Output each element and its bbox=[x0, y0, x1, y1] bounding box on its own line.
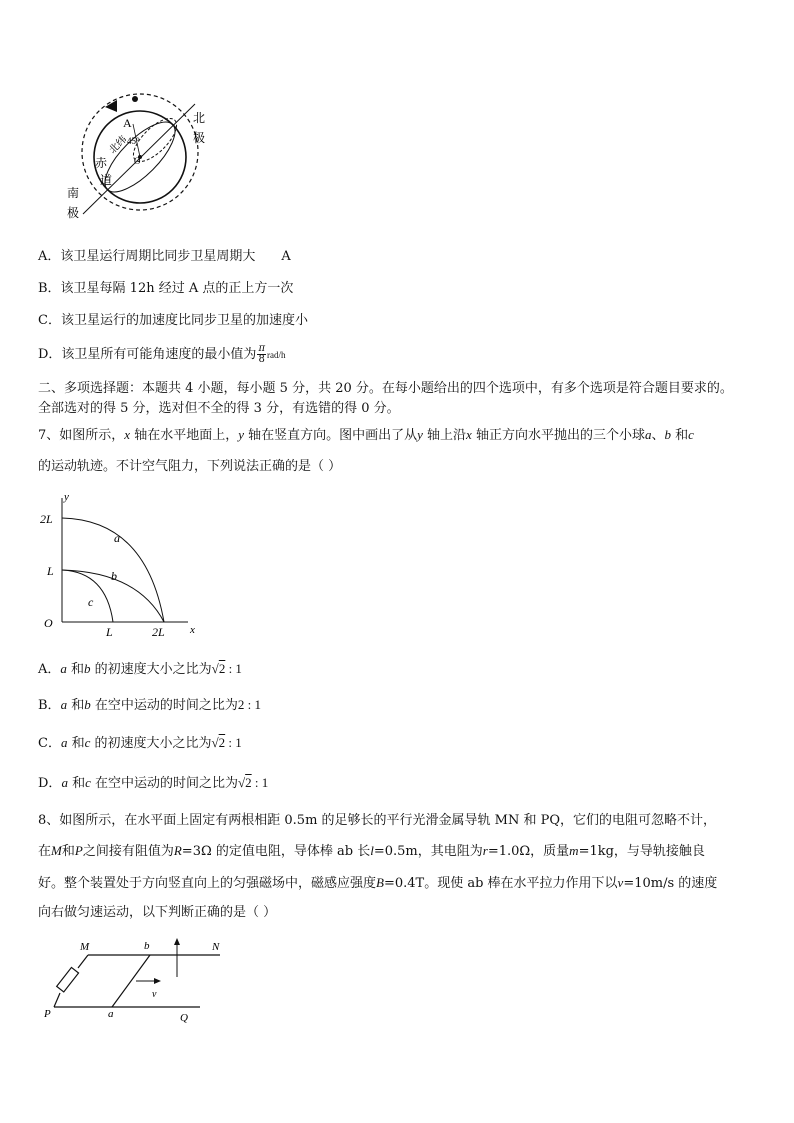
q7-option-a: A．a 和b 的初速度大小之比为√2 : 1 bbox=[38, 661, 242, 677]
curve-a-label: a bbox=[114, 531, 120, 545]
section2-line2: 全部选对的得 5 分，选对但不全的得 3 分，有选错的得 0 分。 bbox=[38, 401, 400, 416]
svg-text:b: b bbox=[144, 940, 150, 952]
trajectory-figure bbox=[38, 490, 208, 640]
q7-stem-line2: 的运动轨迹。不计空气阻力，下列说法正确的是（ ） bbox=[38, 459, 342, 474]
q8-stem-line4: 向右做匀速运动，以下判断正确的是（ ） bbox=[38, 905, 277, 920]
x-axis-label: x bbox=[190, 624, 195, 636]
y-axis-label: y bbox=[64, 491, 69, 503]
svg-text:极: 极 bbox=[193, 131, 206, 145]
q6-option-a: A．该卫星运行周期比同步卫星周期大 A bbox=[38, 249, 291, 264]
svg-text:极: 极 bbox=[67, 206, 80, 220]
curve-b-label: b bbox=[111, 569, 117, 583]
tick-2l-y: 2L bbox=[40, 512, 53, 526]
tick-l-y: L bbox=[47, 564, 54, 578]
origin-label: O bbox=[44, 616, 53, 630]
tick-2l-x: 2L bbox=[152, 625, 165, 639]
svg-text:M: M bbox=[80, 941, 90, 953]
q6-option-c: C．该卫星运行的加速度比同步卫星的加速度小 bbox=[38, 313, 308, 328]
svg-text:Q: Q bbox=[180, 1012, 188, 1024]
curve-c-label: c bbox=[88, 595, 94, 609]
rail-circuit-figure bbox=[40, 935, 240, 1025]
resistor bbox=[57, 967, 79, 991]
svg-text:P: P bbox=[44, 1008, 51, 1020]
q6-option-b: B．该卫星每隔 12h 经过 A 点的正上方一次 bbox=[38, 281, 294, 296]
q7-stem-line1: 7、如图所示，x 轴在水平地面上，y 轴在竖直方向。图中画出了从y 轴上沿x 轴正方向水平抛出的三个小球a、b 和c bbox=[38, 427, 694, 443]
svg-text:赤: 赤 bbox=[95, 156, 108, 170]
svg-text:北纬: 北纬 bbox=[107, 134, 130, 157]
q8-stem-line1: 8、如图所示，在水平面上固定有两根相距 0.5m 的足够长的平行光滑金属导轨 MN 和 PQ，它们的电阻可忽略不计， bbox=[38, 813, 717, 828]
section2-line1: 二、多项选择题：本题共 4 小题，每小题 5 分，共 20 分。在每小题给出的四个选项中，有多个选项是符合题目要求的。 bbox=[38, 381, 733, 396]
q7-option-b: B．a 和b 在空中运动的时间之比为2 : 1 bbox=[38, 697, 261, 713]
svg-text:45°: 45° bbox=[127, 136, 140, 146]
svg-text:N: N bbox=[212, 941, 220, 953]
q7-option-c: C．a 和c 的初速度大小之比为√2 : 1 bbox=[38, 735, 242, 751]
q7-option-d: D．a 和c 在空中运动的时间之比为√2 : 1 bbox=[38, 775, 269, 791]
tick-l-x: L bbox=[106, 625, 113, 639]
svg-text:v: v bbox=[152, 989, 157, 1000]
svg-text:O: O bbox=[134, 156, 141, 166]
svg-text:a: a bbox=[108, 1008, 114, 1020]
q8-stem-line2: 在M和P之间接有阻值为R=3Ω 的定值电阻，导体棒 ab 长l=0.5m，其电阻为r=1.0Ω，质量m=1kg，与导轨接触良 bbox=[38, 843, 705, 859]
svg-text:南: 南 bbox=[67, 186, 80, 200]
q8-stem-line3: 好。整个装置处于方向竖直向上的匀强磁场中，磁感应强度B=0.4T。现使 ab 棒在水平拉力作用下以v=10m/s 的速度 bbox=[38, 875, 718, 891]
label-a: A bbox=[123, 116, 132, 130]
svg-text:道: 道 bbox=[100, 173, 113, 187]
q6-option-d: D．该卫星所有可能角速度的最小值为 $\frac{\pi}{8}$ rad/h bbox=[38, 343, 286, 365]
svg-text:北: 北 bbox=[193, 111, 206, 125]
satellite-orbit-figure bbox=[55, 92, 225, 227]
